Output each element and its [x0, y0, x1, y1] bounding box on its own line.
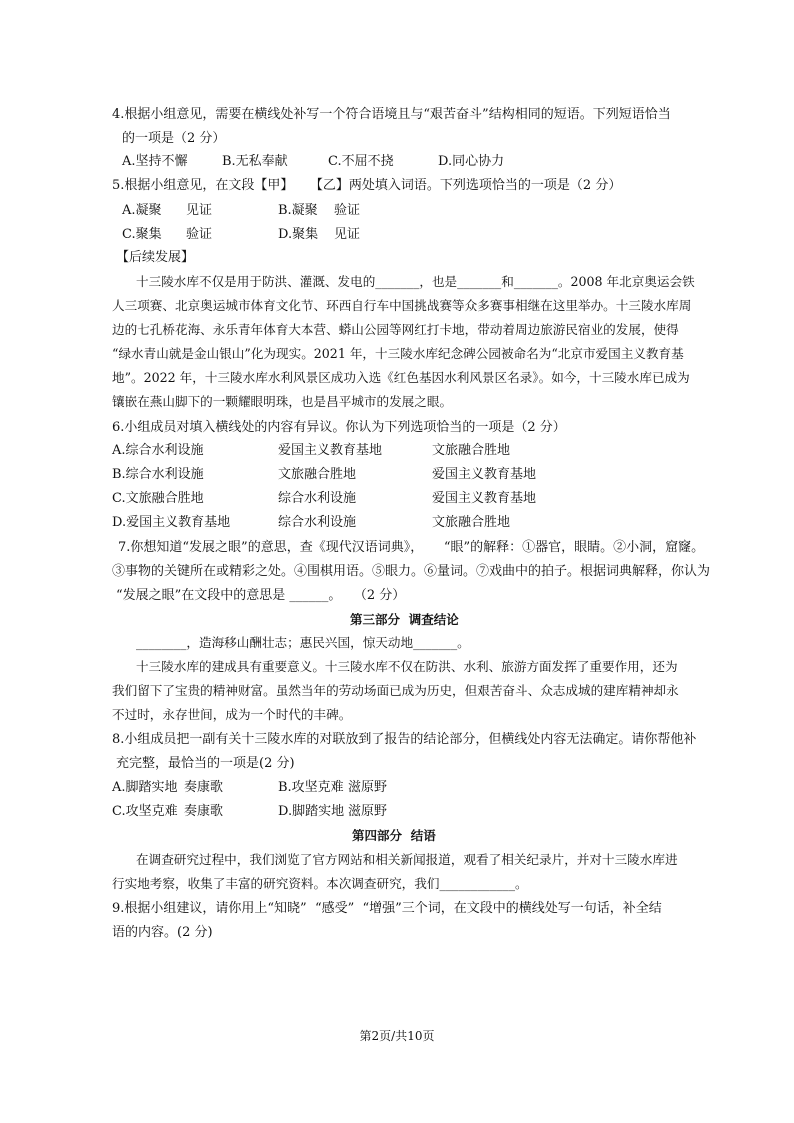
- question-5-option-a-word1: A.凝聚: [122, 203, 162, 218]
- question-5-option-c-word1: C.聚集: [122, 227, 162, 242]
- question-6-option-d-col1: D.爱国主义教育基地: [112, 515, 231, 530]
- question-4-option-a: A.坚持不懈: [122, 154, 188, 169]
- follow-up-paragraph-line: 镶嵌在燕山脚下的一颗耀眼明珠，也是昌平城市的发展之眼。: [112, 394, 453, 409]
- question-7-stem-cont: “发展之眼”在文段中的意思是 ______。 （2 分）: [116, 588, 406, 603]
- part-3-paragraph-line: 不过时，永存世间，成为一个时代的丰碑。: [112, 707, 352, 722]
- part-4-paragraph-line: 行实地考察，收集了丰富的研究资料。本次调查研究，我们____________。: [112, 876, 528, 891]
- part-3-paragraph-line: 我们留下了宝贵的精神财富。虽然当年的劳动场面已成为历史，但艰苦奋斗、众志成城的建库精神却永: [112, 683, 679, 698]
- question-8-option-c-word2: 奏康歌: [184, 804, 224, 819]
- part-3-heading: 第三部分 调查结论: [350, 612, 459, 627]
- question-7-stem-cont: ③事物的关键所在或精彩之处。④围棋用语。⑤眼力。⑥量词。⑦戏曲中的拍子。根据词典解释，你认为: [112, 564, 711, 579]
- question-6-option-c-col2: 综合水利设施: [278, 491, 357, 506]
- question-6-option-d-col3: 文旅融合胜地: [432, 515, 511, 530]
- question-6-option-a-col2: 爱国主义教育基地: [278, 443, 383, 458]
- follow-up-paragraph-line: 地”。2022 年，十三陵水库水利风景区成功入选《红色基因水利风景区名录》。如今，十三陵水库已成为: [112, 370, 690, 385]
- question-8-stem-cont: 充完整，最恰当的一项是(2 分): [116, 756, 295, 771]
- question-6-option-a-col3: 文旅融合胜地: [432, 443, 511, 458]
- question-9-stem-cont: 语的内容。(2 分): [112, 925, 213, 940]
- question-4-option-c: C.不屈不挠: [328, 154, 394, 169]
- question-5-option-b-word1: B.凝聚: [278, 203, 318, 218]
- question-6-option-a-col1: A.综合水利设施: [112, 443, 204, 458]
- question-8-stem: 8.小组成员把一副有关十三陵水库的对联放到了报告的结论部分，但横线处内容无法确定。请你帮他补: [112, 732, 697, 747]
- question-5-option-b-word2: 验证: [334, 203, 361, 218]
- question-5-option-d-word2: 见证: [334, 227, 361, 242]
- part-3-paragraph-line: 十三陵水库的建成具有重要意义。十三陵水库不仅在防洪、水利、旅游方面发挥了重要作用，还为: [136, 659, 678, 674]
- question-5-option-d-word1: D.聚集: [278, 227, 319, 242]
- question-8-option-b-word1: B.攻坚克难: [278, 780, 344, 795]
- follow-up-paragraph-line: “绿水青山就是金山银山”化为现实。2021 年，十三陵水库纪念碑公园被命名为“北京市爱国主义教育基: [112, 346, 684, 361]
- question-6-option-b-col2: 文旅融合胜地: [278, 467, 357, 482]
- part-4-heading: 第四部分 结语: [352, 828, 436, 843]
- question-4-stem-cont: 的一项是（2 分）: [122, 131, 226, 146]
- question-6-option-b-col1: B.综合水利设施: [112, 467, 204, 482]
- question-4-option-b: B.无私奉献: [222, 154, 288, 169]
- question-8-option-a-word1: A.脚踏实地: [112, 780, 178, 795]
- question-8-option-a-word2: 奏康歌: [184, 780, 224, 795]
- question-5-option-c-word2: 验证: [186, 227, 213, 242]
- question-9-stem: 9.根据小组建议，请你用上“知晓” “感受” “增强”三个词，在文段中的横线处写一句话，补全结: [112, 901, 662, 916]
- page-number: 第2页/共10页: [359, 1029, 435, 1043]
- question-8-option-d-word2: 滋原野: [348, 804, 388, 819]
- question-4-option-d: D.同心协力: [438, 154, 505, 169]
- question-5-stem: 5.根据小组意见，在文段【甲】 【乙】两处填入词语。下列选项恰当的一项是（2 分）: [112, 178, 622, 193]
- question-7-stem: 7.你想知道“发展之眼”的意思，查《现代汉语词典》， “眼”的解释：①器官，眼睛。②小洞，窟窿。: [118, 540, 705, 555]
- question-8-option-b-word2: 滋原野: [348, 780, 388, 795]
- question-6-option-d-col2: 综合水利设施: [278, 515, 357, 530]
- question-6-option-b-col3: 爱国主义教育基地: [432, 467, 537, 482]
- follow-up-paragraph-line: 十三陵水库不仅是用于防洪、灌溉、发电的_______，也是_______和_______。2008 年北京奥运会铁: [136, 274, 695, 289]
- question-6-option-c-col3: 爱国主义教育基地: [432, 491, 537, 506]
- part-4-paragraph-line: 在调查研究过程中，我们浏览了官方网站和相关新闻报道，观看了相关纪录片，并对十三陵水库进: [136, 852, 678, 867]
- follow-up-heading: 【后续发展】: [116, 250, 195, 265]
- question-5-option-a-word2: 见证: [186, 203, 213, 218]
- question-8-option-d-word1: D.脚踏实地: [278, 804, 345, 819]
- question-8-option-c-word1: C.攻坚克难: [112, 804, 178, 819]
- question-6-option-c-col1: C.文旅融合胜地: [112, 491, 204, 506]
- couplet-line: ________，造海移山酬壮志；惠民兴国，惊天动地_______。: [136, 635, 470, 650]
- question-6-stem: 6.小组成员对填入横线处的内容有异议。你认为下列选项恰当的一项是（2 分）: [112, 420, 566, 435]
- question-4-stem: 4.根据小组意见，需要在横线处补写一个符合语境且与“艰苦奋斗”结构相同的短语。下列短语恰当: [112, 107, 671, 122]
- follow-up-paragraph-line: 人三项赛、北京奥运城市体育文化节、环西自行车中国挑战赛等众多赛事相继在这里举办。十三陵水库周: [112, 298, 692, 313]
- follow-up-paragraph-line: 边的七孔桥花海、永乐青年体育大本营、蟒山公园等网红打卡地，带动着周边旅游民宿业的发展，使得: [112, 322, 679, 337]
